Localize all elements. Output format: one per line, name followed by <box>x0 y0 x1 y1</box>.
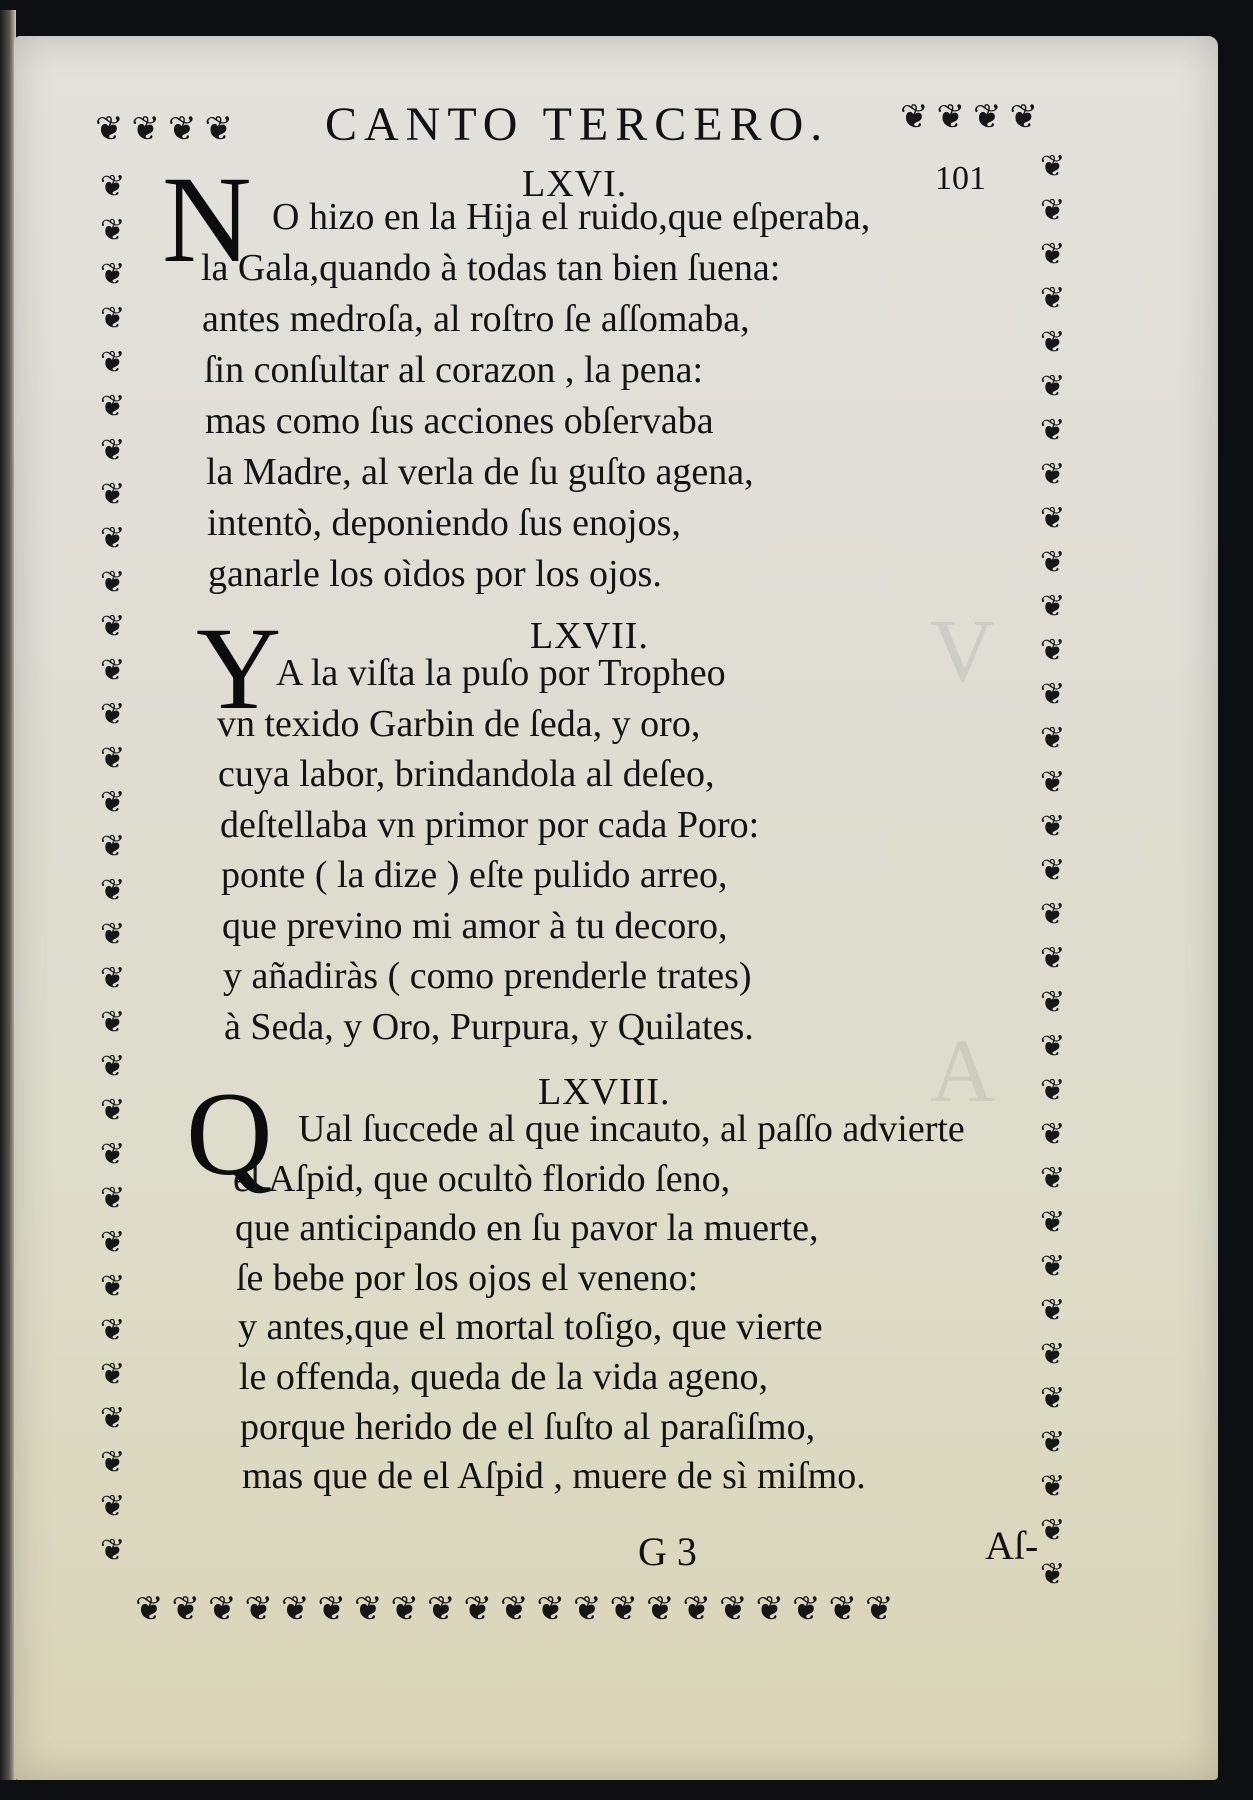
fleuron-icon: ❦ <box>204 109 233 149</box>
fleuron-icon: ❦ <box>500 1589 529 1629</box>
verse-line: O hizo en la Hija el ruido,que eſperaba, <box>272 196 871 238</box>
fleuron-icon: ❦ <box>100 1049 126 1084</box>
ornament-border-bottom <box>135 1589 894 1629</box>
fleuron-icon: ❦ <box>1040 501 1066 536</box>
fleuron-icon: ❦ <box>1040 149 1066 184</box>
catchword: Aſ- <box>985 1523 1039 1568</box>
fleuron-icon: ❦ <box>1040 237 1066 272</box>
fleuron-icon: ❦ <box>100 521 126 556</box>
fleuron-icon: ❦ <box>1040 545 1066 580</box>
fleuron-icon: ❦ <box>100 1489 126 1524</box>
verse-line: la Madre, al verla de ſu guſto agena, <box>206 451 754 493</box>
ornament-border-left <box>100 170 125 1568</box>
verse-line: y añadiràs ( como prenderle trates) <box>223 955 752 997</box>
fleuron-icon: ❦ <box>100 917 126 952</box>
bleed-through-letter: A <box>930 1022 995 1121</box>
fleuron-icon: ❦ <box>100 1313 126 1348</box>
verse-line: porque herido de el ſuſto al paraſiſmo, <box>240 1406 816 1448</box>
fleuron-icon: ❦ <box>135 1589 164 1629</box>
fleuron-icon: ❦ <box>100 389 126 424</box>
fleuron-icon: ❦ <box>390 1589 419 1629</box>
fleuron-icon: ❦ <box>208 1589 237 1629</box>
fleuron-icon: ❦ <box>1040 281 1066 316</box>
fleuron-icon: ❦ <box>1040 589 1066 624</box>
fleuron-icon: ❦ <box>865 1589 894 1629</box>
fleuron-icon: ❦ <box>100 345 126 380</box>
fleuron-icon: ❦ <box>1040 1205 1066 1240</box>
fleuron-icon: ❦ <box>682 1589 711 1629</box>
fleuron-icon: ❦ <box>100 1269 126 1304</box>
fleuron-icon: ❦ <box>1040 1249 1066 1284</box>
fleuron-icon: ❦ <box>100 433 126 468</box>
fleuron-icon: ❦ <box>100 829 126 864</box>
fleuron-icon: ❦ <box>100 565 126 600</box>
fleuron-icon: ❦ <box>973 97 1002 137</box>
verse-line: deſtellaba vn primor por cada Poro: <box>220 804 760 846</box>
fleuron-icon: ❦ <box>463 1589 492 1629</box>
fleuron-icon: ❦ <box>244 1589 273 1629</box>
fleuron-icon: ❦ <box>1040 1513 1066 1548</box>
fleuron-icon: ❦ <box>317 1589 346 1629</box>
fleuron-icon: ❦ <box>1040 809 1066 844</box>
fleuron-icon: ❦ <box>100 653 126 688</box>
verse-line: mas que de el Aſpid , muere de sì miſmo. <box>242 1455 866 1497</box>
fleuron-icon: ❦ <box>100 609 126 644</box>
fleuron-icon: ❦ <box>131 109 160 149</box>
fleuron-icon: ❦ <box>573 1589 602 1629</box>
fleuron-icon: ❦ <box>828 1589 857 1629</box>
fleuron-icon: ❦ <box>1009 97 1038 137</box>
drop-cap: Y <box>196 603 282 734</box>
verse-line: ganarle los oìdos por los ojos. <box>208 553 662 595</box>
fleuron-icon: ❦ <box>1040 1293 1066 1328</box>
drop-cap: Q <box>186 1067 273 1200</box>
fleuron-icon: ❦ <box>646 1589 675 1629</box>
fleuron-icon: ❦ <box>100 1401 126 1436</box>
fleuron-icon: ❦ <box>1040 765 1066 800</box>
fleuron-icon: ❦ <box>1040 1557 1066 1592</box>
fleuron-icon: ❦ <box>354 1589 383 1629</box>
fleuron-icon: ❦ <box>100 213 126 248</box>
verse-line: intentò, deponiendo ſus enojos, <box>207 502 681 544</box>
ornament-border-top-left <box>95 109 233 149</box>
fleuron-icon: ❦ <box>900 97 929 137</box>
fleuron-icon: ❦ <box>1040 633 1066 668</box>
verse-line: A la viſta la puſo por Tropheo <box>276 652 726 694</box>
fleuron-icon: ❦ <box>168 109 197 149</box>
fleuron-icon: ❦ <box>1040 853 1066 888</box>
verse-line: ſe bebe por los ojos el veneno: <box>236 1257 699 1299</box>
fleuron-icon: ❦ <box>100 697 126 732</box>
fleuron-icon: ❦ <box>1040 1381 1066 1416</box>
fleuron-icon: ❦ <box>100 1445 126 1480</box>
fleuron-icon: ❦ <box>609 1589 638 1629</box>
verse-line: ſin conſultar al corazon , la pena: <box>204 349 704 391</box>
stanza-number: LXVII. <box>530 615 649 657</box>
fleuron-icon: ❦ <box>100 1093 126 1128</box>
fleuron-icon: ❦ <box>100 169 126 204</box>
fleuron-icon: ❦ <box>1040 1161 1066 1196</box>
verse-line: la Gala,quando à todas tan bien ſuena: <box>201 247 781 289</box>
verse-line: que anticipando en ſu pavor la muerte, <box>235 1207 819 1249</box>
bleed-through-letter: V <box>930 602 995 701</box>
verse-line: le offenda, queda de la vida ageno, <box>239 1356 768 1398</box>
fleuron-icon: ❦ <box>1040 721 1066 756</box>
fleuron-icon: ❦ <box>1040 457 1066 492</box>
fleuron-icon: ❦ <box>1040 985 1066 1020</box>
fleuron-icon: ❦ <box>100 873 126 908</box>
fleuron-icon: ❦ <box>100 301 126 336</box>
fleuron-icon: ❦ <box>1040 1117 1066 1152</box>
verse-line: el Aſpid, que ocultò florido ſeno, <box>233 1158 731 1200</box>
drop-cap: N <box>162 151 252 288</box>
fleuron-icon: ❦ <box>1040 1337 1066 1372</box>
ornament-border-right <box>1040 150 1065 1592</box>
fleuron-icon: ❦ <box>100 961 126 996</box>
verse-line: ponte ( la dize ) eſte pulido arreo, <box>221 854 728 896</box>
fleuron-icon: ❦ <box>536 1589 565 1629</box>
running-head: CANTO TERCERO. <box>325 98 830 151</box>
fleuron-icon: ❦ <box>1040 1469 1066 1504</box>
fleuron-icon: ❦ <box>100 1357 126 1392</box>
fleuron-icon: ❦ <box>100 257 126 292</box>
fleuron-icon: ❦ <box>100 785 126 820</box>
fleuron-icon: ❦ <box>100 1137 126 1172</box>
ornament-border-top-right <box>900 97 1038 137</box>
fleuron-icon: ❦ <box>1040 897 1066 932</box>
fleuron-icon: ❦ <box>427 1589 456 1629</box>
fleuron-icon: ❦ <box>95 109 124 149</box>
stanza-number: LXVI. <box>522 163 628 205</box>
fleuron-icon: ❦ <box>281 1589 310 1629</box>
verse-line: mas como ſus acciones obſervaba <box>205 400 714 442</box>
fleuron-icon: ❦ <box>1040 193 1066 228</box>
fleuron-icon: ❦ <box>171 1589 200 1629</box>
fleuron-icon: ❦ <box>100 741 126 776</box>
verse-line: antes medroſa, al roſtro ſe aſſomaba, <box>202 298 750 340</box>
verse-line: que previno mi amor à tu decoro, <box>222 905 728 947</box>
fleuron-icon: ❦ <box>1040 1029 1066 1064</box>
verse-line: cuya labor, brindandola al deſeo, <box>218 753 715 795</box>
fleuron-icon: ❦ <box>100 477 126 512</box>
verse-line: Ual ſuccede al que incauto, al paſſo advierte <box>298 1108 965 1150</box>
fleuron-icon: ❦ <box>100 1533 126 1568</box>
stanza-number: LXVIII. <box>538 1071 671 1113</box>
fleuron-icon: ❦ <box>1040 369 1066 404</box>
fleuron-icon: ❦ <box>100 1005 126 1040</box>
fleuron-icon: ❦ <box>755 1589 784 1629</box>
verse-line: y antes,que el mortal toſigo, que vierte <box>238 1306 823 1348</box>
verse-line: vn texido Garbin de ſeda, y oro, <box>217 703 701 745</box>
fleuron-icon: ❦ <box>1040 1425 1066 1460</box>
page-number: 101 <box>935 160 986 197</box>
fleuron-icon: ❦ <box>719 1589 748 1629</box>
fleuron-icon: ❦ <box>1040 941 1066 976</box>
fleuron-icon: ❦ <box>792 1589 821 1629</box>
fleuron-icon: ❦ <box>100 1181 126 1216</box>
fleuron-icon: ❦ <box>1040 413 1066 448</box>
fleuron-icon: ❦ <box>1040 325 1066 360</box>
fleuron-icon: ❦ <box>100 1225 126 1260</box>
fleuron-icon: ❦ <box>936 97 965 137</box>
fleuron-icon: ❦ <box>1040 1073 1066 1108</box>
fleuron-icon: ❦ <box>1040 677 1066 712</box>
signature-mark: G 3 <box>638 1529 697 1574</box>
verse-line: à Seda, y Oro, Purpura, y Quilates. <box>224 1006 754 1048</box>
